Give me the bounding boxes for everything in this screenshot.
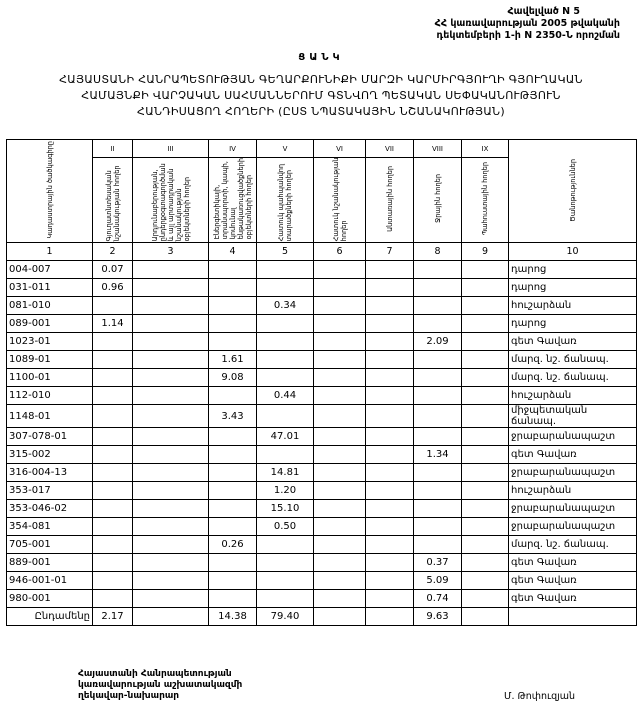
area-cell bbox=[462, 351, 509, 369]
cadastral-code-cell: 004-007 bbox=[7, 261, 93, 279]
area-cell bbox=[133, 261, 209, 279]
area-cell bbox=[414, 261, 462, 279]
table-row bbox=[7, 536, 637, 554]
table-row bbox=[7, 405, 637, 428]
area-cell bbox=[257, 405, 314, 428]
signatory-line-3: ղեկավար-նախարար bbox=[78, 691, 180, 701]
area-cell bbox=[209, 572, 257, 590]
note-cell: հուշարձան bbox=[509, 387, 637, 405]
area-cell bbox=[314, 369, 366, 387]
area-cell bbox=[133, 590, 209, 608]
col-number: 4 bbox=[209, 243, 257, 261]
signatory-title bbox=[78, 669, 242, 702]
area-cell bbox=[414, 518, 462, 536]
area-cell bbox=[209, 482, 257, 500]
area-cell: 9.63 bbox=[414, 608, 462, 626]
area-cell bbox=[133, 279, 209, 297]
total-label-cell: Ընդամենը bbox=[7, 608, 93, 626]
area-cell bbox=[314, 387, 366, 405]
area-cell: 1.20 bbox=[257, 482, 314, 500]
area-cell bbox=[314, 590, 366, 608]
area-cell bbox=[366, 387, 414, 405]
area-cell bbox=[366, 572, 414, 590]
cadastral-code-cell: 354-081 bbox=[7, 518, 93, 536]
area-cell bbox=[462, 572, 509, 590]
area-cell bbox=[209, 554, 257, 572]
roman-numerals-row bbox=[7, 140, 637, 158]
land-table bbox=[6, 139, 637, 626]
area-cell bbox=[462, 482, 509, 500]
area-cell bbox=[257, 536, 314, 554]
annex-line-3: դեկտեմբերի 1-ի N 2350-Ն որոշման bbox=[436, 30, 620, 41]
area-cell bbox=[209, 315, 257, 333]
area-cell bbox=[414, 464, 462, 482]
area-cell bbox=[366, 590, 414, 608]
header-notes: Ծանոթություններ bbox=[509, 140, 637, 243]
area-cell bbox=[314, 608, 366, 626]
cadastral-code-cell: 1089-01 bbox=[7, 351, 93, 369]
column-numbers-row bbox=[7, 243, 637, 261]
table-row bbox=[7, 464, 637, 482]
roman-6: VI bbox=[314, 140, 366, 158]
area-cell bbox=[314, 333, 366, 351]
area-cell bbox=[133, 333, 209, 351]
title-line-2: ՀԱՄԱՅՆՔԻ ՎԱՐՉԱԿԱՆ ՍԱՀՄԱՆՆԵՐՈՒՄ ԳՏՆՎՈՂ ՊԵՏԱԿԱՆ ՍԵՓԱԿԱՆՈՒԹՅՈՒՆ bbox=[81, 89, 561, 102]
area-cell bbox=[414, 405, 462, 428]
area-cell bbox=[462, 428, 509, 446]
area-cell bbox=[314, 297, 366, 315]
area-cell bbox=[366, 608, 414, 626]
area-cell: 0.74 bbox=[414, 590, 462, 608]
col-number: 7 bbox=[366, 243, 414, 261]
area-cell: 0.96 bbox=[93, 279, 133, 297]
cadastral-code-cell: 946-001-01 bbox=[7, 572, 93, 590]
area-cell bbox=[366, 482, 414, 500]
area-cell bbox=[462, 369, 509, 387]
area-cell bbox=[133, 608, 209, 626]
cadastral-code-cell: 089-001 bbox=[7, 315, 93, 333]
area-cell bbox=[257, 315, 314, 333]
area-cell bbox=[133, 297, 209, 315]
table-row bbox=[7, 369, 637, 387]
area-cell bbox=[462, 554, 509, 572]
note-cell: հուշարձան bbox=[509, 482, 637, 500]
table-row bbox=[7, 387, 637, 405]
area-cell bbox=[462, 297, 509, 315]
area-cell bbox=[93, 482, 133, 500]
area-cell: 0.07 bbox=[93, 261, 133, 279]
note-cell: հուշարձան bbox=[509, 297, 637, 315]
header-cadastral: Կադաստրային ծածկագիրը bbox=[7, 140, 93, 243]
cadastral-code-cell: 353-046-02 bbox=[7, 500, 93, 518]
header-energy-transport: Էներգետիկայի, տրանսպորտի, կապի, կոմունալ ենթակառուցվածքների օբյեկտների հողեր bbox=[209, 158, 257, 243]
area-cell bbox=[93, 333, 133, 351]
roman-9: IX bbox=[462, 140, 509, 158]
area-cell bbox=[366, 297, 414, 315]
note-cell: ջրաբարանապաշտ bbox=[509, 518, 637, 536]
area-cell bbox=[414, 279, 462, 297]
note-cell: գետ Գավառ bbox=[509, 590, 637, 608]
area-cell bbox=[93, 297, 133, 315]
area-cell bbox=[257, 554, 314, 572]
area-cell bbox=[366, 446, 414, 464]
area-cell: 1.61 bbox=[209, 351, 257, 369]
header-protected-areas: Հատուկ պահպանվող տարածքների հողեր bbox=[257, 158, 314, 243]
area-cell bbox=[257, 369, 314, 387]
col-number: 8 bbox=[414, 243, 462, 261]
area-cell bbox=[209, 333, 257, 351]
table-row bbox=[7, 297, 637, 315]
area-cell: 3.43 bbox=[209, 405, 257, 428]
area-cell bbox=[209, 261, 257, 279]
area-cell: 47.01 bbox=[257, 428, 314, 446]
area-cell bbox=[314, 446, 366, 464]
header-special-purpose: Հատուկ նշանակության հողեր bbox=[314, 158, 366, 243]
area-cell: 15.10 bbox=[257, 500, 314, 518]
annex-header bbox=[435, 6, 620, 42]
area-cell bbox=[314, 315, 366, 333]
area-cell bbox=[366, 405, 414, 428]
table-row bbox=[7, 428, 637, 446]
note-cell: ջրաբարանապաշտ bbox=[509, 428, 637, 446]
area-cell bbox=[209, 518, 257, 536]
area-cell bbox=[257, 446, 314, 464]
note-cell bbox=[509, 608, 637, 626]
note-cell: գետ Գավառ bbox=[509, 333, 637, 351]
area-cell bbox=[414, 315, 462, 333]
table-row bbox=[7, 261, 637, 279]
annex-number: Հավելված N 5 bbox=[507, 6, 580, 17]
area-cell bbox=[257, 279, 314, 297]
col-number: 10 bbox=[509, 243, 637, 261]
area-cell: 5.09 bbox=[414, 572, 462, 590]
area-cell bbox=[257, 351, 314, 369]
table-row bbox=[7, 518, 637, 536]
area-cell bbox=[366, 554, 414, 572]
col-number: 5 bbox=[257, 243, 314, 261]
area-cell: 0.37 bbox=[414, 554, 462, 572]
area-cell: 2.09 bbox=[414, 333, 462, 351]
area-cell bbox=[414, 297, 462, 315]
area-cell bbox=[93, 446, 133, 464]
area-cell bbox=[257, 333, 314, 351]
area-cell bbox=[462, 333, 509, 351]
table-row bbox=[7, 333, 637, 351]
header-agricultural: Գյուղատնտեսական նշանակության հողեր bbox=[93, 158, 133, 243]
area-cell bbox=[462, 536, 509, 554]
area-cell bbox=[209, 279, 257, 297]
area-cell bbox=[366, 315, 414, 333]
area-cell bbox=[414, 428, 462, 446]
area-cell bbox=[133, 315, 209, 333]
area-cell bbox=[462, 279, 509, 297]
area-cell: 79.40 bbox=[257, 608, 314, 626]
cadastral-code-cell: 112-010 bbox=[7, 387, 93, 405]
area-cell: 0.44 bbox=[257, 387, 314, 405]
area-cell bbox=[462, 500, 509, 518]
table-row bbox=[7, 351, 637, 369]
area-cell bbox=[314, 536, 366, 554]
table-row bbox=[7, 446, 637, 464]
area-cell bbox=[462, 608, 509, 626]
area-cell bbox=[93, 369, 133, 387]
roman-8: VIII bbox=[414, 140, 462, 158]
cadastral-code-cell: 889-001 bbox=[7, 554, 93, 572]
area-cell bbox=[462, 464, 509, 482]
roman-7: VII bbox=[366, 140, 414, 158]
area-cell bbox=[133, 572, 209, 590]
area-cell bbox=[133, 554, 209, 572]
area-cell bbox=[209, 428, 257, 446]
area-cell: 0.34 bbox=[257, 297, 314, 315]
area-cell bbox=[257, 590, 314, 608]
area-cell bbox=[462, 590, 509, 608]
col-number: 2 bbox=[93, 243, 133, 261]
area-cell: 14.81 bbox=[257, 464, 314, 482]
note-cell: դարոց bbox=[509, 279, 637, 297]
annex-line-2: ՀՀ կառավարության 2005 թվականի bbox=[434, 18, 620, 29]
cadastral-code-cell: 980-001 bbox=[7, 590, 93, 608]
area-cell bbox=[366, 464, 414, 482]
area-cell bbox=[133, 518, 209, 536]
cadastral-code-cell: 316-004-13 bbox=[7, 464, 93, 482]
area-cell bbox=[133, 428, 209, 446]
area-cell bbox=[366, 518, 414, 536]
area-cell bbox=[314, 428, 366, 446]
header-industrial: Արդյունաբերության, ընդերքօգտագործման և այլ արտադրական նշանակության օբյեկտների հողեր bbox=[133, 158, 209, 243]
area-cell bbox=[462, 387, 509, 405]
area-cell bbox=[93, 428, 133, 446]
table-row bbox=[7, 572, 637, 590]
note-cell: գետ Գավառ bbox=[509, 446, 637, 464]
area-cell bbox=[414, 369, 462, 387]
note-cell: դարոց bbox=[509, 315, 637, 333]
note-cell: ջրաբարանապաշտ bbox=[509, 500, 637, 518]
area-cell: 14.38 bbox=[209, 608, 257, 626]
document-type: ՑԱՆԿ bbox=[298, 52, 344, 63]
table-row bbox=[7, 500, 637, 518]
area-cell bbox=[257, 572, 314, 590]
area-cell bbox=[314, 518, 366, 536]
roman-3: III bbox=[133, 140, 209, 158]
area-cell bbox=[314, 554, 366, 572]
area-cell bbox=[133, 446, 209, 464]
roman-5: V bbox=[257, 140, 314, 158]
cadastral-code-cell: 031-011 bbox=[7, 279, 93, 297]
area-cell bbox=[93, 536, 133, 554]
area-cell bbox=[93, 590, 133, 608]
area-cell bbox=[314, 500, 366, 518]
area-cell bbox=[414, 536, 462, 554]
total-row bbox=[7, 608, 637, 626]
area-cell bbox=[133, 405, 209, 428]
cadastral-code-cell: 1100-01 bbox=[7, 369, 93, 387]
table-body bbox=[7, 140, 637, 626]
document-title bbox=[0, 72, 642, 120]
note-cell: ջրաբարանապաշտ bbox=[509, 464, 637, 482]
area-cell bbox=[366, 351, 414, 369]
area-cell bbox=[93, 351, 133, 369]
area-cell bbox=[314, 464, 366, 482]
area-cell bbox=[314, 279, 366, 297]
area-cell bbox=[133, 464, 209, 482]
cadastral-code-cell: 307-078-01 bbox=[7, 428, 93, 446]
area-cell bbox=[314, 351, 366, 369]
area-cell bbox=[366, 279, 414, 297]
cadastral-code-cell: 353-017 bbox=[7, 482, 93, 500]
table-row bbox=[7, 279, 637, 297]
note-cell: գետ Գավառ bbox=[509, 572, 637, 590]
signatory-name: Մ. Թոփուզյան bbox=[504, 691, 576, 702]
area-cell bbox=[133, 369, 209, 387]
area-cell bbox=[133, 482, 209, 500]
title-line-1: ՀԱՅԱՍՏԱՆԻ ՀԱՆՐԱՊԵՏՈՒԹՅԱՆ ԳԵՂԱՐՔՈՒՆԻՔԻ ՄԱՐԶԻ ԿԱՐՄԻՐԳՅՈՒՂԻ ԳՅՈՒՂԱԿԱՆ bbox=[59, 73, 583, 86]
title-line-3: ՀԱՆԴԻՍԱՑՈՂ ՀՈՂԵՐԻ (ԸՍՏ ՆՊԱՏԱԿԱՅԻՆ ՆՇԱՆԱԿՈՒԹՅԱՆ) bbox=[137, 105, 505, 118]
area-cell bbox=[366, 500, 414, 518]
area-cell bbox=[314, 261, 366, 279]
cadastral-code-cell: 315-002 bbox=[7, 446, 93, 464]
area-cell: 1.14 bbox=[93, 315, 133, 333]
area-cell: 2.17 bbox=[93, 608, 133, 626]
area-cell: 0.26 bbox=[209, 536, 257, 554]
roman-2: II bbox=[93, 140, 133, 158]
area-cell bbox=[133, 351, 209, 369]
area-cell bbox=[93, 500, 133, 518]
table-row bbox=[7, 590, 637, 608]
area-cell bbox=[462, 315, 509, 333]
header-reserve: Պահուստային հողեր bbox=[462, 158, 509, 243]
area-cell bbox=[414, 387, 462, 405]
note-cell: մարզ. նշ. ճանապ. bbox=[509, 536, 637, 554]
area-cell bbox=[257, 261, 314, 279]
note-cell: միջպետական ճանապ. bbox=[509, 405, 637, 428]
area-cell bbox=[314, 572, 366, 590]
area-cell bbox=[209, 446, 257, 464]
area-cell bbox=[133, 387, 209, 405]
area-cell bbox=[366, 261, 414, 279]
cadastral-code-cell: 1023-01 bbox=[7, 333, 93, 351]
col-number: 3 bbox=[133, 243, 209, 261]
roman-4: IV bbox=[209, 140, 257, 158]
area-cell: 0.50 bbox=[257, 518, 314, 536]
area-cell bbox=[93, 464, 133, 482]
area-cell bbox=[414, 500, 462, 518]
area-cell bbox=[414, 482, 462, 500]
note-cell: մարզ. նշ. ճանապ. bbox=[509, 369, 637, 387]
table-row bbox=[7, 554, 637, 572]
note-cell: դարոց bbox=[509, 261, 637, 279]
area-cell bbox=[366, 333, 414, 351]
area-cell bbox=[314, 482, 366, 500]
area-cell bbox=[209, 464, 257, 482]
signatory-line-1: Հայաստանի Հանրապետության bbox=[78, 669, 232, 679]
area-cell bbox=[209, 387, 257, 405]
area-cell bbox=[462, 518, 509, 536]
col-number: 6 bbox=[314, 243, 366, 261]
area-cell bbox=[133, 536, 209, 554]
area-cell bbox=[93, 572, 133, 590]
table-row bbox=[7, 482, 637, 500]
area-cell bbox=[366, 428, 414, 446]
area-cell bbox=[209, 297, 257, 315]
area-cell bbox=[314, 405, 366, 428]
cadastral-code-cell: 081-010 bbox=[7, 297, 93, 315]
area-cell bbox=[366, 369, 414, 387]
signatory-line-2: կառավարության աշխատակազմի bbox=[78, 680, 243, 690]
area-cell: 9.08 bbox=[209, 369, 257, 387]
area-cell bbox=[93, 554, 133, 572]
area-cell bbox=[462, 446, 509, 464]
area-cell bbox=[366, 536, 414, 554]
area-cell bbox=[462, 261, 509, 279]
area-cell bbox=[209, 500, 257, 518]
note-cell: մարզ. նշ. ճանապ. bbox=[509, 351, 637, 369]
area-cell bbox=[133, 500, 209, 518]
area-cell bbox=[414, 351, 462, 369]
area-cell bbox=[462, 405, 509, 428]
table-row bbox=[7, 315, 637, 333]
area-cell bbox=[93, 387, 133, 405]
col-number: 1 bbox=[7, 243, 93, 261]
header-forest: Անտառային հողեր bbox=[366, 158, 414, 243]
col-number: 9 bbox=[462, 243, 509, 261]
area-cell: 1.34 bbox=[414, 446, 462, 464]
cadastral-code-cell: 705-001 bbox=[7, 536, 93, 554]
note-cell: գետ Գավառ bbox=[509, 554, 637, 572]
area-cell bbox=[209, 590, 257, 608]
area-cell bbox=[93, 405, 133, 428]
area-cell bbox=[93, 518, 133, 536]
header-water: Ջրային հողեր bbox=[414, 158, 462, 243]
cadastral-code-cell: 1148-01 bbox=[7, 405, 93, 428]
